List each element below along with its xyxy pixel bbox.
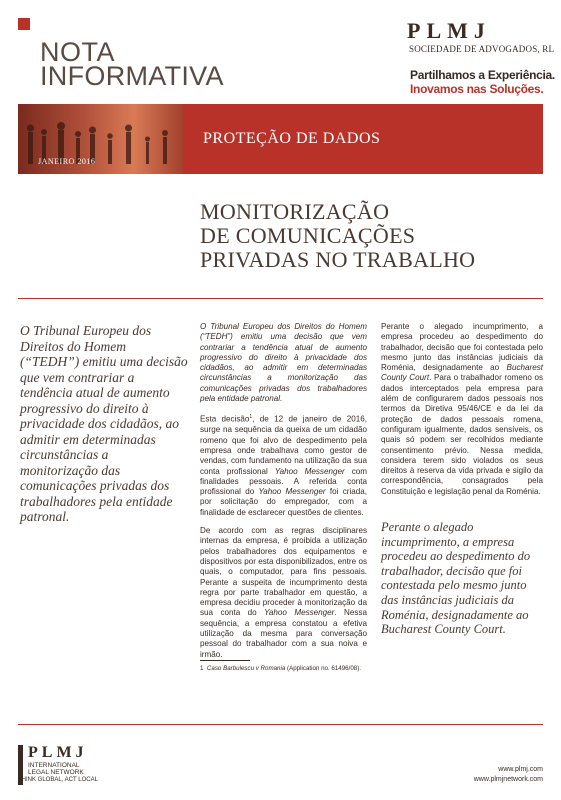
section-title: PROTEÇÃO DE DADOS	[203, 130, 381, 147]
lead-summary: O Tribunal Europeu dos Direitos do Homem (“TEDH”) emitiu uma decisão que vem contrariar a tendência atual de aumento progressivo do direito à privacidade dos cidadãos, ao admitir em determinadas circunstâncias a monitorização das comunicações privadas dos trabalhadores pela entidade patronal.	[20, 323, 188, 524]
network-website-link[interactable]: www.plmjnetwork.com	[473, 776, 543, 783]
slogan-line2: Inovamos nas Soluções.	[410, 82, 544, 96]
doc-type-line1: NOTA	[40, 37, 115, 67]
title-line1: MONITORIZAÇÃO	[200, 199, 390, 224]
footer-logo: PLMJ	[28, 744, 88, 761]
footnote: 1 Caso Barbulescu v Romania (Application no. 61496/08).	[200, 665, 362, 672]
footnote-rule	[200, 660, 250, 661]
doc-type-line2: INFORMATIVA	[40, 61, 224, 91]
title-line2: DE COMUNICAÇÕES	[200, 223, 416, 248]
col1-paragraph-3: De acordo com as regras disciplinares internas da empresa, é proibida a utilização pelos trabalhadores dos equipamentos e dispositivos por esta disponibilizados, entre os quais, o computador, para fins pessoais. Perante a suspeita de incumprimento desta regra por parte trabalhador em questão, a empresa decidiu proceder à monitorização da sua conta do Yahoo Messenger. Nessa sequência, a empresa constatou a efetiva utilização da mesma para conversação pessoal do trabalhador com a sua noiva e irmão.	[200, 526, 367, 659]
body-column-2	[381, 322, 543, 505]
col2-paragraph-1: Perante o alegado incumprimento, a empresa procedeu ao despedimento do trabalhador, decisão que foi contestada pelo mesmo junto das instâncias judiciais da Roménia, designadamente ao Bucharest County Court. Para o trabalhador romeno os dados interceptados pela empresa para além de configurarem dados pessoais nos termos da Diretiva 95/46/CE e da lei da proteção de dados pessoais romena, configuram igualmente, dados sensíveis, os quais só podem ser recolhidos mediante consentimento prévio. Nessa medida, considera terem sido violados os seus direitos à reserva da vida privada e sigilo da correspondência, consagrados pela Constituição e legislação penal da Roménia.	[381, 322, 544, 496]
body-column-1	[200, 322, 367, 668]
col1-paragraph-2: Esta decisão$^1$, de 12 de janeiro de 2016, surge na sequência da queixa de um cidadão romeno que foi alvo de despedimento pela empresa onde trabalhava como gestor de vendas, com fundamento na utilização da sua conta profissional Yahoo Messenger com finalidades pessoais. A referida conta profissional do Yahoo Messenger foi criada, por solicitação do empregador, com a finalidade de esclarecer questões de clientes.	[200, 414, 367, 517]
website-link[interactable]: www.plmj.com	[498, 766, 543, 773]
footer-network-line1: INTERNATIONAL	[28, 762, 80, 769]
article-title	[200, 200, 540, 272]
footer-tagline: THINK GLOBAL, ACT LOCAL	[18, 777, 98, 783]
footer-network-line2: LEGAL NETWORK	[28, 769, 84, 776]
firm-logo: PLMJ	[407, 18, 491, 43]
col1-paragraph-1: O Tribunal Europeu dos Direitos do Homem (“TEDH”) emitiu uma decisão que vem contrariar a tendência atual de aumento progressivo do direito à privacidade dos cidadãos, ao admitir em determinadas circunstâncias a monitorização das comunicações privadas dos trabalhadores pela entidade patronal.	[200, 322, 367, 404]
corner-square-decoration	[18, 18, 30, 30]
firm-subtitle: SOCIEDADE DE ADVOGADOS, RL	[409, 44, 555, 54]
slogan-line1: Partilhamos a Experiência.	[410, 68, 555, 82]
bottom-divider	[18, 724, 543, 725]
pull-quote: Perante o alegado incumprimento, a empresa procedeu ao despedimento do trabalhador, decisão que foi contestada pelo mesmo junto das instâncias judiciais da Roménia, designadamente ao Bucharest County Court.	[381, 520, 531, 637]
title-line3: PRIVADAS NO TRABALHO	[200, 247, 476, 272]
issue-date: JANEIRO 2016	[38, 157, 96, 166]
top-divider	[18, 298, 543, 299]
